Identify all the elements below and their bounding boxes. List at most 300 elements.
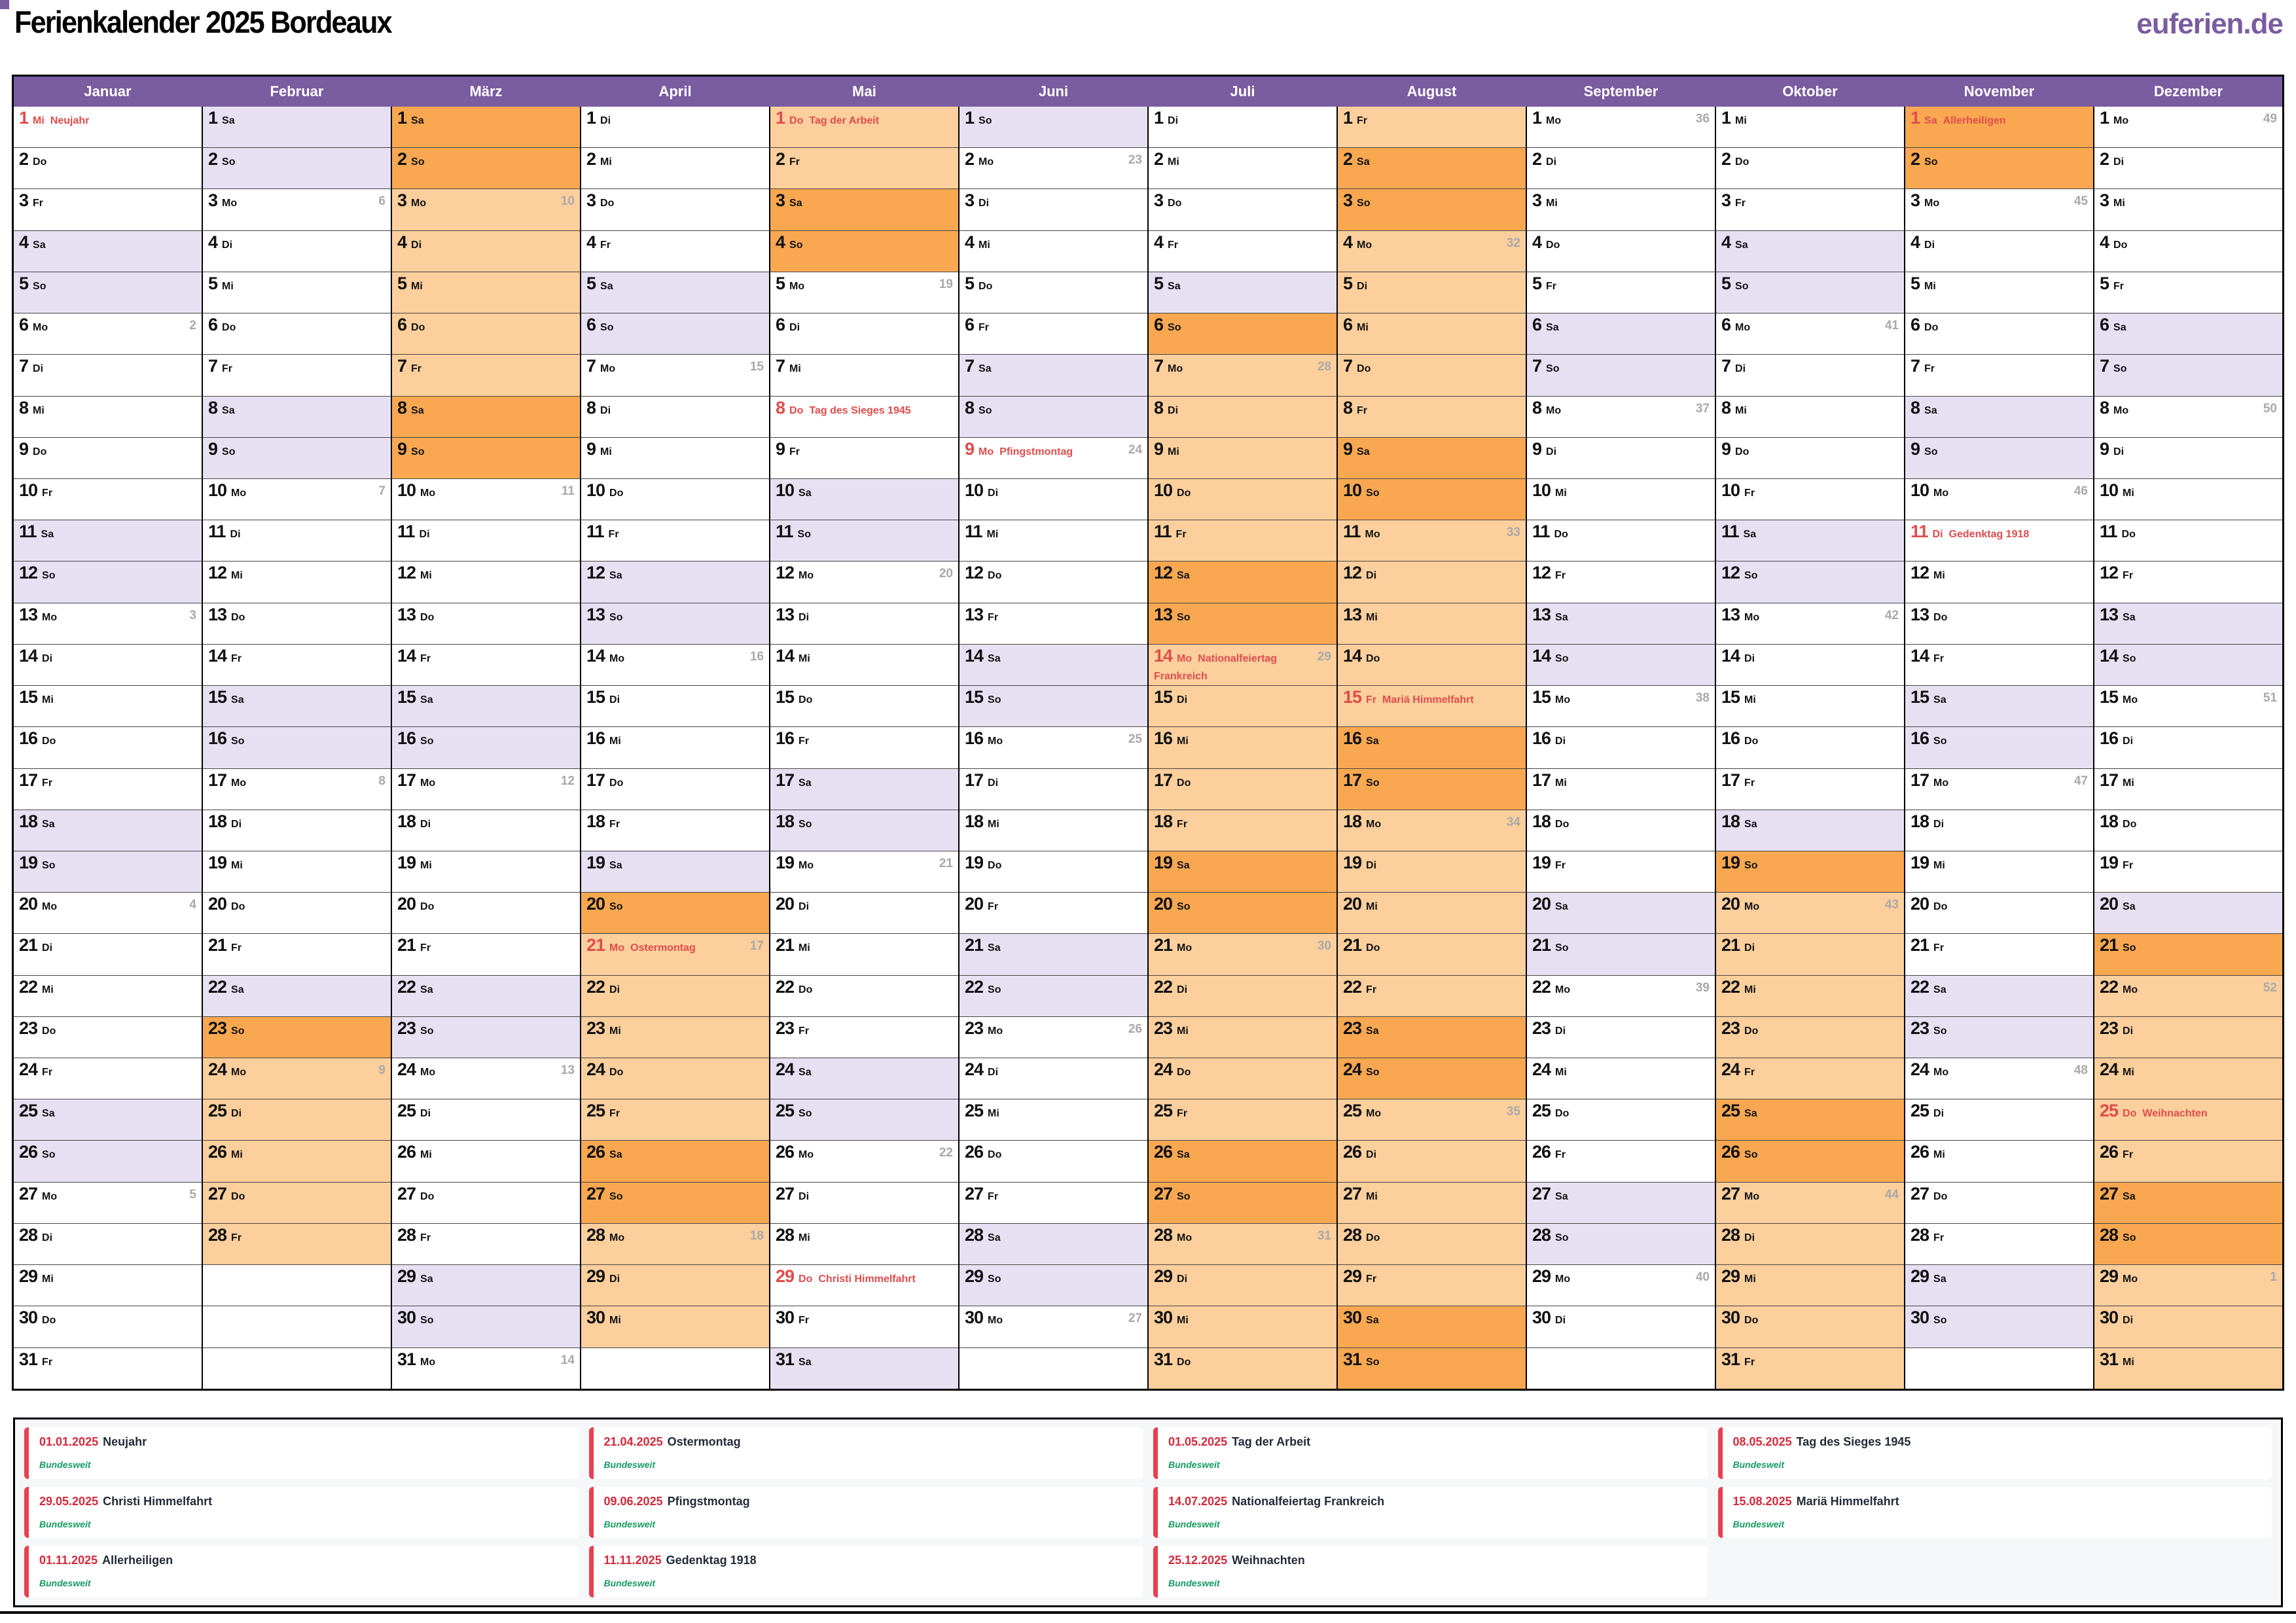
day-number: 18	[1154, 811, 1173, 831]
day-number: 11	[208, 522, 226, 542]
weekday-label: Sa	[420, 1274, 433, 1285]
day-cell-juni-3	[960, 189, 1147, 230]
day-number: 5	[19, 273, 29, 293]
day-number: 29	[1154, 1266, 1173, 1287]
weekday-label: Mo	[222, 198, 238, 209]
day-number: 17	[2100, 770, 2119, 790]
day-number: 22	[19, 976, 38, 997]
day-number: 9	[2100, 438, 2109, 459]
day-cell-oktober-31	[1716, 1348, 1904, 1389]
day-cell-oktober-5	[1716, 272, 1904, 313]
day-cell-november-7	[1905, 355, 2093, 396]
weekday-label: Mi	[411, 280, 423, 292]
day-number: 26	[776, 1142, 795, 1162]
day-cell-august-30	[1338, 1306, 1526, 1347]
day-cell-november-10	[1905, 479, 2093, 520]
day-number: 10	[776, 480, 795, 500]
day-number: 3	[1910, 190, 1920, 211]
weekday-label: Fr	[1177, 1108, 1188, 1120]
weekday-label: Sa	[1924, 404, 1937, 416]
day-cell-september-15	[1527, 686, 1715, 727]
day-number: 25	[1910, 1101, 1929, 1121]
day-number: 21	[1154, 935, 1173, 955]
day-number: 17	[1910, 770, 1929, 790]
day-cell-februar-25	[203, 1099, 391, 1141]
day-cell-oktober-15	[1716, 686, 1904, 727]
day-cell-juni-13	[960, 603, 1147, 645]
day-number: 30	[2100, 1308, 2119, 1328]
day-cell-november-13	[1905, 603, 2093, 645]
day-cell-august-14	[1338, 645, 1526, 686]
day-cell-februar-11	[203, 520, 391, 562]
day-number: 20	[2100, 894, 2119, 914]
day-number: 28	[208, 1224, 227, 1245]
day-number: 20	[397, 894, 416, 914]
day-number: 30	[776, 1308, 795, 1328]
day-number: 21	[397, 935, 416, 955]
holiday-label: Ostermontag	[630, 942, 696, 954]
day-number: 17	[19, 770, 38, 790]
day-cell-september-23	[1527, 1017, 1715, 1058]
weekday-label: Fr	[231, 942, 242, 954]
day-cell-juli-15	[1149, 686, 1336, 727]
weekday-label: Sa	[222, 404, 235, 416]
day-number: 18	[1910, 811, 1929, 831]
day-number: 5	[1532, 273, 1542, 293]
day-number: 14	[1721, 645, 1740, 666]
weekday-label: Mo	[609, 1232, 625, 1243]
legend-scope: Bundesweit	[1168, 1578, 1220, 1589]
day-number: 14	[1154, 645, 1173, 666]
weekday-label: Mo	[988, 1315, 1003, 1327]
day-cell-januar-6	[14, 313, 202, 355]
day-number: 15	[1532, 687, 1551, 707]
week-number: 26	[1128, 1022, 1142, 1036]
day-cell-januar-28	[14, 1224, 202, 1265]
weekday-label: Do	[1177, 1067, 1191, 1079]
day-cell-juli-23	[1149, 1017, 1336, 1058]
week-number: 34	[1506, 815, 1520, 829]
day-number: 23	[586, 1018, 605, 1038]
day-cell-juli-10	[1149, 479, 1336, 520]
day-cell-april-25	[581, 1099, 769, 1141]
weekday-label: Mo	[609, 652, 625, 664]
legend-scope: Bundesweit	[1732, 1518, 1785, 1529]
day-cell-juni-23	[960, 1017, 1147, 1058]
weekday-label: Sa	[2123, 901, 2136, 913]
weekday-label: Mo	[33, 322, 48, 334]
day-number: 11	[19, 522, 37, 542]
week-number: 43	[1884, 898, 1899, 912]
legend-scope: Bundesweit	[1168, 1518, 1220, 1529]
weekday-label: Di	[230, 529, 241, 541]
day-number: 25	[1154, 1101, 1173, 1121]
day-number: 25	[1343, 1101, 1362, 1121]
day-cell-november-2	[1905, 148, 2093, 189]
month-column-november	[1905, 107, 2094, 1389]
day-number: 7	[965, 356, 975, 376]
day-number: 24	[1154, 1060, 1173, 1080]
weekday-label: Mi	[988, 1108, 999, 1120]
day-cell-oktober-2	[1716, 148, 1904, 189]
weekday-label: Do	[1168, 198, 1182, 209]
weekday-label: Fr	[1555, 1149, 1566, 1161]
day-cell-januar-9	[14, 438, 202, 479]
weekday-label: So	[1744, 570, 1758, 582]
weekday-label: Do	[609, 777, 624, 789]
weekday-label: Sa	[231, 984, 244, 995]
day-cell-november-22	[1905, 976, 2093, 1017]
weekday-label: Mo	[1744, 1190, 1760, 1202]
day-cell-november-16	[1905, 727, 2093, 768]
week-number: 32	[1506, 236, 1520, 250]
day-number: 27	[1910, 1183, 1929, 1204]
weekday-label: Mi	[420, 570, 432, 582]
day-cell-dezember-31	[2094, 1348, 2282, 1389]
week-number: 33	[1506, 526, 1520, 540]
weekday-label: Mi	[33, 404, 45, 416]
day-cell-april-14	[581, 645, 769, 686]
day-cell-juli-1	[1149, 107, 1336, 148]
day-number: 31	[1154, 1349, 1173, 1369]
weekday-label: So	[2123, 942, 2136, 954]
day-number: 8	[1532, 397, 1542, 418]
empty-cell-juni-31	[960, 1348, 1147, 1389]
day-number: 9	[19, 438, 29, 459]
day-number: 29	[1910, 1266, 1929, 1287]
day-cell-april-16	[581, 727, 769, 768]
weekday-label: Sa	[798, 487, 812, 499]
day-number: 16	[1910, 728, 1929, 749]
day-cell-oktober-8	[1716, 397, 1904, 438]
month-column-januar	[14, 107, 203, 1389]
day-cell-juni-25	[960, 1099, 1147, 1141]
weekday-label: Sa	[33, 239, 46, 251]
weekday-label: Do	[1924, 322, 1939, 334]
day-number: 26	[965, 1142, 984, 1162]
day-number: 7	[1721, 356, 1731, 376]
corner-mark	[0, 0, 9, 9]
day-number: 2	[1343, 149, 1353, 169]
day-number: 5	[1721, 273, 1731, 293]
weekday-label: Mi	[1744, 984, 1756, 995]
weekday-label: So	[33, 280, 46, 292]
weekday-label: Di	[2123, 736, 2134, 747]
day-number: 12	[397, 563, 416, 583]
day-cell-april-27	[581, 1183, 769, 1224]
weekday-label: Do	[789, 115, 804, 126]
month-column-februar	[203, 107, 392, 1389]
day-number: 7	[397, 356, 407, 376]
weekday-label: Mo	[231, 487, 247, 499]
day-number: 26	[1343, 1142, 1362, 1162]
day-number: 19	[1343, 852, 1362, 872]
weekday-label: Do	[1744, 1315, 1759, 1327]
day-number: 10	[208, 480, 227, 500]
day-number: 22	[397, 976, 416, 997]
day-number: 25	[776, 1101, 795, 1121]
day-cell-juni-18	[960, 810, 1147, 851]
weekday-label: Mo	[420, 487, 436, 499]
weekday-label: Fr	[1175, 529, 1187, 541]
day-cell-april-24	[581, 1058, 769, 1099]
day-cell-september-27	[1527, 1183, 1715, 1224]
week-number: 22	[939, 1146, 953, 1160]
weekday-label: Di	[600, 115, 611, 126]
day-number: 8	[965, 397, 975, 418]
day-number: 16	[1154, 728, 1173, 749]
day-cell-februar-7	[203, 355, 391, 396]
day-number: 17	[208, 770, 227, 790]
day-number: 27	[397, 1183, 416, 1204]
weekday-label: So	[411, 156, 425, 168]
day-number: 20	[1721, 894, 1740, 914]
weekday-label: Sa	[1366, 1315, 1379, 1327]
weekday-label: Fr	[1366, 694, 1377, 706]
month-column-august	[1338, 107, 1527, 1389]
day-cell-februar-27	[203, 1183, 391, 1224]
day-cell-april-6	[581, 313, 769, 355]
day-cell-oktober-16	[1716, 727, 1904, 768]
day-cell-november-5	[1905, 272, 2093, 313]
holiday-label: Weihnachten	[2142, 1108, 2208, 1120]
day-cell-april-1	[581, 107, 769, 148]
day-number: 22	[1154, 976, 1173, 997]
weekday-label: Mo	[420, 1356, 436, 1368]
day-cell-juli-21	[1149, 934, 1336, 975]
weekday-label: So	[988, 694, 1001, 706]
day-cell-märz-27	[392, 1183, 580, 1224]
day-cell-dezember-3	[2094, 189, 2282, 230]
weekday-label: Mi	[1555, 487, 1567, 499]
weekday-label: Mi	[42, 694, 54, 706]
day-number: 4	[1343, 232, 1353, 252]
day-cell-märz-26	[392, 1141, 580, 1182]
weekday-label: Mo	[1366, 1108, 1382, 1120]
week-number: 48	[2073, 1063, 2088, 1078]
day-cell-dezember-27	[2094, 1183, 2282, 1224]
day-cell-januar-16	[14, 727, 202, 768]
legend-date: 01.05.2025	[1168, 1435, 1228, 1448]
weekday-label: Fr	[988, 1190, 999, 1202]
weekday-label: Di	[1546, 446, 1557, 457]
legend-scope: Bundesweit	[39, 1518, 91, 1529]
day-cell-mai-19	[770, 851, 958, 893]
day-number: 17	[1721, 770, 1740, 790]
weekday-label: Sa	[1555, 611, 1568, 623]
week-number: 21	[939, 856, 953, 870]
day-number: 22	[1343, 976, 1362, 997]
day-cell-januar-7	[14, 355, 202, 396]
legend-scope: Bundesweit	[603, 1578, 656, 1589]
day-number: 18	[19, 811, 38, 831]
day-number: 23	[2100, 1018, 2119, 1038]
day-number: 8	[776, 397, 785, 418]
weekday-label: Fr	[222, 363, 233, 375]
legend-date: 01.01.2025	[39, 1435, 99, 1448]
day-cell-september-22	[1527, 976, 1715, 1017]
legend-item-allerheiligen	[24, 1546, 579, 1597]
weekday-label: Do	[798, 1274, 813, 1285]
weekday-label: Sa	[1555, 1190, 1568, 1202]
day-number: 26	[208, 1142, 227, 1162]
weekday-label: Fr	[1357, 115, 1368, 126]
weekday-label: Do	[42, 1025, 56, 1037]
day-cell-september-13	[1527, 603, 1715, 645]
weekday-label: Di	[420, 1108, 431, 1120]
weekday-label: Fr	[231, 652, 242, 664]
day-cell-oktober-13	[1716, 603, 1904, 645]
day-number: 17	[1154, 770, 1173, 790]
legend-date: 01.11.2025	[39, 1554, 98, 1567]
month-header-dezember: Dezember	[2153, 83, 2223, 99]
day-cell-juni-26	[960, 1141, 1147, 1182]
weekday-label: Mi	[600, 446, 612, 457]
day-number: 1	[1910, 108, 1920, 128]
weekday-label: Mo	[1933, 487, 1949, 499]
weekday-label: Sa	[609, 1149, 622, 1161]
day-cell-dezember-2	[2094, 148, 2282, 189]
empty-cell-november-31	[1905, 1348, 2093, 1389]
day-number: 10	[965, 480, 984, 500]
empty-cell-februar-31	[203, 1348, 391, 1389]
weekday-label: Sa	[1357, 446, 1370, 457]
day-cell-september-4	[1527, 231, 1715, 272]
weekday-label: So	[600, 322, 614, 334]
day-number: 21	[1910, 935, 1929, 955]
day-number: 23	[208, 1018, 227, 1038]
weekday-label: Mi	[1357, 322, 1369, 334]
weekday-label: Fr	[988, 901, 999, 913]
day-cell-juni-10	[960, 479, 1147, 520]
day-cell-juni-14	[960, 645, 1147, 686]
weekday-label: Sa	[231, 694, 244, 706]
day-cell-september-7	[1527, 355, 1715, 396]
weekday-label: Sa	[1177, 570, 1190, 582]
weekday-label: So	[420, 1315, 434, 1327]
day-cell-november-4	[1905, 231, 2093, 272]
day-cell-märz-21	[392, 934, 580, 975]
weekday-label: So	[1933, 1025, 1947, 1037]
day-cell-august-18	[1338, 810, 1526, 851]
weekday-label: Do	[33, 446, 47, 457]
holiday-label: Christi Himmelfahrt	[818, 1274, 916, 1285]
weekday-label: Sa	[789, 198, 802, 209]
day-number: 14	[1532, 645, 1551, 666]
day-cell-dezember-10	[2094, 479, 2282, 520]
day-cell-september-19	[1527, 851, 1715, 893]
weekday-label: Do	[411, 322, 425, 334]
week-number: 39	[1695, 980, 1710, 995]
day-number: 20	[1154, 894, 1173, 914]
weekday-label: Di	[988, 487, 999, 499]
week-number: 3	[189, 608, 196, 622]
day-number: 22	[2100, 976, 2119, 997]
day-cell-juli-22	[1149, 976, 1336, 1017]
weekday-label: Fr	[798, 1025, 810, 1037]
week-number: 49	[2263, 112, 2277, 126]
day-number: 23	[1532, 1018, 1551, 1038]
day-number: 27	[19, 1183, 38, 1204]
weekday-label: Mo	[978, 156, 994, 168]
day-number: 15	[208, 687, 227, 707]
day-number: 15	[776, 687, 795, 707]
weekday-label: Mi	[1177, 736, 1189, 747]
day-number: 9	[1721, 438, 1731, 459]
day-number: 3	[2100, 190, 2109, 211]
week-number: 5	[189, 1187, 196, 1202]
weekday-label: Sa	[1177, 1149, 1190, 1161]
day-number: 18	[1532, 811, 1551, 831]
day-cell-dezember-20	[2094, 893, 2282, 934]
day-number: 3	[1343, 190, 1353, 211]
legend-date: 25.12.2025	[1168, 1554, 1228, 1567]
day-number: 2	[1154, 149, 1164, 169]
day-number: 11	[1910, 522, 1928, 542]
day-number: 4	[965, 232, 975, 252]
week-number: 8	[378, 774, 386, 788]
day-number: 9	[208, 438, 218, 459]
day-number: 7	[2100, 356, 2109, 376]
day-cell-juli-27	[1149, 1183, 1336, 1224]
day-cell-mai-7	[770, 355, 958, 396]
empty-cell-februar-30	[203, 1306, 391, 1347]
weekday-label: Di	[798, 611, 810, 623]
day-number: 16	[1532, 728, 1551, 749]
month-header-mai: Mai	[770, 77, 960, 107]
day-number: 27	[1154, 1183, 1173, 1204]
weekday-label: Mo	[1555, 694, 1571, 706]
day-cell-januar-15	[14, 686, 202, 727]
day-cell-september-24	[1527, 1058, 1715, 1099]
day-cell-september-1	[1527, 107, 1715, 148]
weekday-label: Mo	[1168, 363, 1183, 375]
day-number: 15	[586, 687, 605, 707]
day-cell-mai-10	[770, 479, 958, 520]
day-number: 25	[1721, 1101, 1740, 1121]
day-cell-märz-9	[392, 438, 580, 479]
weekday-label: Sa	[1744, 1108, 1757, 1120]
day-cell-februar-28	[203, 1224, 391, 1265]
day-cell-februar-6	[203, 313, 391, 355]
day-number: 8	[397, 397, 407, 418]
weekday-label: Fr	[420, 1232, 431, 1243]
day-number: 3	[965, 190, 975, 211]
day-cell-februar-18	[203, 810, 391, 851]
weekday-label: Fr	[798, 1315, 810, 1327]
weekday-label: Sa	[411, 115, 424, 126]
day-cell-märz-22	[392, 976, 580, 1017]
weekday-label: Do	[1366, 942, 1380, 954]
weekday-label: So	[222, 156, 236, 168]
day-number: 18	[1343, 811, 1362, 831]
day-number: 12	[1721, 563, 1740, 583]
day-cell-juli-29	[1149, 1265, 1336, 1306]
day-number: 4	[586, 232, 596, 252]
day-number: 28	[2100, 1224, 2119, 1245]
week-number: 4	[189, 898, 196, 912]
weekday-label: So	[42, 570, 56, 582]
day-cell-januar-4	[14, 231, 202, 272]
day-number: 13	[397, 604, 416, 624]
euferien-logo[interactable]: euferien.de	[2136, 8, 2283, 40]
day-number: 4	[19, 232, 29, 252]
day-number: 26	[1721, 1142, 1740, 1162]
day-cell-februar-22	[203, 976, 391, 1017]
day-number: 31	[19, 1349, 38, 1369]
weekday-label: Sa	[978, 363, 992, 375]
day-cell-dezember-1	[2094, 107, 2282, 148]
